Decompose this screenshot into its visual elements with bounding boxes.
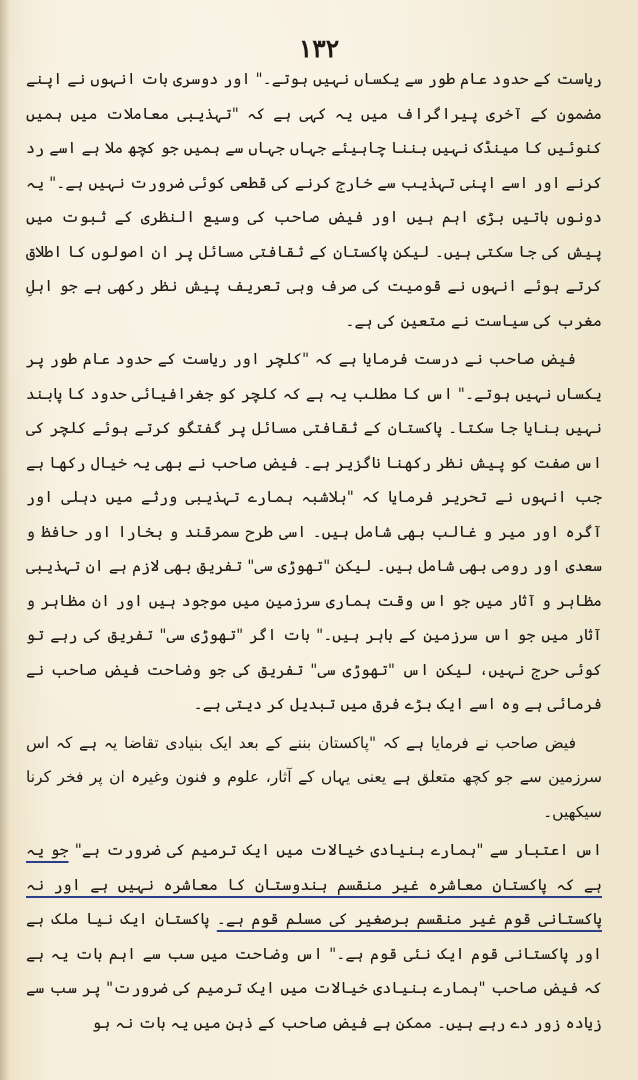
paragraph-4 <box>26 833 602 1040</box>
paragraph-1: ریاست کے حدود عام طور سے یکساں نہیں ہوتے۔" اور دوسری بات انہوں نے اپنے مضمون کے آخری پیراگراف میں یہ کہی ہے کہ "تہذیبی معاملات میں ہمیں کنوئیں کا مینڈک نہیں بننا چاہیئے جہاں جہاں سے ہمیں جو کچھ ملا ہے اسے رد کرنے اور اسے اپنی تہذیب سے خارج کرنے کی قطعی کوئی ضرورت نہیں ہے۔" یہ دونوں باتیں بڑی اہم ہیں اور فیض صاحب کی وسیع النظری کے ثبوت میں پیش کی جا سکتی ہیں۔ لیکن پاکستان کے ثقافتی مسائل پر ان اصولوں کا اطلاق کرتے ہوئے انہوں نے قومیت کی صرف وہی تعریف پیش نظر رکھی ہے جو اہلِ مغرب کی سیاست نے متعین کی ہے۔ <box>26 70 602 330</box>
body-text <box>26 62 602 1040</box>
paragraph-4-part-1: اس اعتبار سے "ہمارے بنیادی خیالات میں ایک ترمیم کی ضرورت ہے" <box>68 841 602 859</box>
paragraph-3: فیض صاحب نے فرمایا ہے کہ "پاکستان بننے کے بعد ایک بنیادی تقاضا یہ ہے کہ اس سرزمین سے جو کچھ متعلق ہے یعنی یہاں کے آثار، علوم و فنون وغیرہ ان پر فخر کرنا سیکھیں۔ <box>26 733 602 821</box>
paragraph-2: فیض صاحب نے درست فرمایا ہے کہ "کلچر اور ریاست کے حدود عام طور پر یکساں نہیں ہوتے۔" اس کا مطلب یہ ہے کہ کلچر کو جغرافیائی حدود کا پابند نہیں بنایا جا سکتا۔ پاکستان کے ثقافتی مسائل پر گفتگو کرتے ہوئے کلچر کی اس صفت کو پیش نظر رکھنا ناگزیر ہے۔ فیض صاحب نے بھی یہ خیال رکھا ہے جب انہوں نے تحریر فرمایا کہ "بلاشبہ ہمارے تہذیبی ورثے میں دہلی اور آگرہ اور میر و غالب بھی شامل ہیں۔ اسی طرح سمرقند و بخارا اور حافظ و سعدی اور رومی بھی شامل ہیں۔ لیکن "تھوڑی سی" تفریق بھی لازم ہے ان تہذیبی مظاہر و آثار میں جو اس وقت ہماری سرزمین میں موجود ہیں اور ان مظاہر و آثار میں جو اس سرزمین کے باہر ہیں۔" بات اگر "تھوڑی سی" تفریق کی رہے تو کوئی حرج نہیں، لیکن اس "تھوڑی سی" تفریق کی جو وضاحت فیض صاحب نے فرمائی ہے وہ اسے ایک بڑے فرق میں تبدیل کر دیتی ہے۔ <box>26 350 602 713</box>
underlined-passage: جو یہ ہے کہ پاکستان معاشرہ غیر منقسم ہندوستان کا معاشرہ نہیں ہے اور نہ پاکستانی قوم غیر منقسم برصغیر کی مسلم قوم ہے۔ <box>26 841 602 928</box>
page-number: ۱۳۲ <box>298 34 340 63</box>
paragraph-4-part-2: پاکستان ایک نیا ملک ہے اور پاکستانی قوم ایک نئی قوم ہے۔" اس وضاحت میں سب سے اہم بات یہ ہے کہ فیض صاحب "ہمارے بنیادی خیالات میں ایک ترمیم کی ضرورت" پر سب سے زیادہ زور دے رہے ہیں۔ ممکن ہے فیض صاحب کے ذہن میں یہ بات نہ ہو <box>26 910 602 1032</box>
